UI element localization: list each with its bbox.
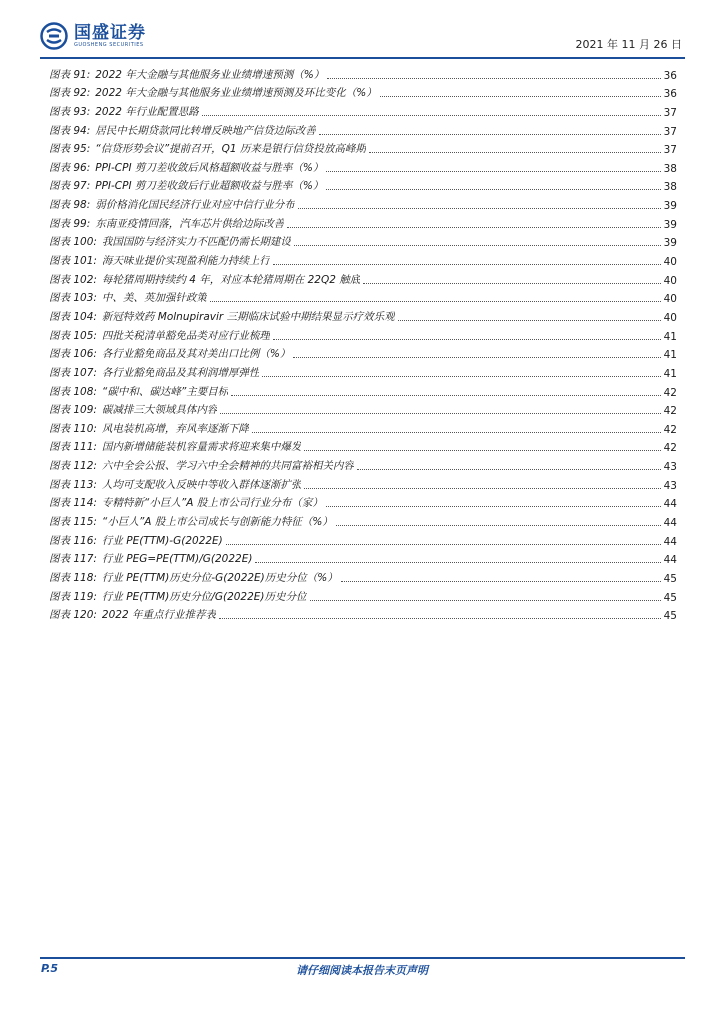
toc-entry[interactable] <box>49 380 677 399</box>
toc-entry-page: 44 <box>663 535 677 548</box>
toc-entry-number: 图表 92: <box>49 87 91 100</box>
toc-entry-number: 图表 93: <box>49 105 91 118</box>
toc-entry-title: 行业 PEG=PE(TTM)/G(2022E) <box>101 553 253 566</box>
toc-entry-number: 图表 103: <box>49 292 97 305</box>
toc-entry-page: 41 <box>663 330 677 343</box>
toc-entry-title: 人均可支配收入反映中等收入群体逐渐扩张 <box>101 478 302 491</box>
table-of-figures <box>49 63 677 622</box>
toc-dot-leader <box>287 227 660 228</box>
footer-divider <box>40 957 685 959</box>
toc-entry-number: 图表 104: <box>49 310 97 323</box>
toc-entry[interactable] <box>49 529 677 548</box>
toc-entry-page: 39 <box>663 237 677 250</box>
toc-entry-title: 中、美、英加强针政策 <box>101 292 207 305</box>
logo-subtext: GUOSHENG SECURITIES <box>74 42 144 48</box>
toc-entry-number: 图表 106: <box>49 348 97 361</box>
toc-entry-title: 我国国防与经济实力不匹配仍需长期建设 <box>101 236 291 249</box>
toc-entry-title: 新冠特效药 Molnupiravir 三期临床试验中期结果显示疗效乐观 <box>101 310 395 323</box>
toc-dot-leader <box>304 488 660 489</box>
toc-entry-title: “信贷形势会议”提前召开，Q1 历来是银行信贷投放高峰期 <box>95 143 366 156</box>
toc-entry[interactable] <box>49 510 677 529</box>
toc-entry-page: 38 <box>663 181 677 194</box>
toc-entry-title: 四批关税清单豁免品类对应行业梳理 <box>101 329 270 342</box>
toc-dot-leader <box>341 581 661 582</box>
report-date: 2021 年 11 月 26 日 <box>575 38 682 51</box>
toc-dot-leader <box>326 171 660 172</box>
toc-entry-title: 东南亚疫情回落，汽车芯片供给边际改善 <box>95 217 285 230</box>
toc-entry[interactable] <box>49 361 677 380</box>
toc-entry-page: 37 <box>663 144 677 157</box>
toc-entry[interactable] <box>49 63 677 82</box>
toc-entry-number: 图表 100: <box>49 236 97 249</box>
toc-entry[interactable] <box>49 399 677 418</box>
toc-entry-title: 专精特新“小巨人”A 股上市公司行业分布（家） <box>101 497 323 510</box>
toc-entry[interactable] <box>49 417 677 436</box>
toc-dot-leader <box>252 432 661 433</box>
toc-entry-number: 图表 95: <box>49 143 91 156</box>
toc-dot-leader <box>219 618 661 619</box>
toc-dot-leader <box>319 134 661 135</box>
toc-entry[interactable] <box>49 231 677 250</box>
toc-entry-page: 44 <box>663 498 677 511</box>
toc-entry-title: 弱价格消化国民经济行业对应中信行业分布 <box>95 199 295 212</box>
toc-entry-page: 45 <box>663 591 677 604</box>
toc-entry-number: 图表 113: <box>49 478 97 491</box>
toc-dot-leader <box>226 544 661 545</box>
toc-dot-leader <box>380 96 661 97</box>
toc-dot-leader <box>326 506 661 507</box>
toc-entry-number: 图表 99: <box>49 217 91 230</box>
toc-entry-page: 37 <box>663 106 677 119</box>
toc-dot-leader <box>210 301 661 302</box>
toc-dot-leader <box>369 152 661 153</box>
toc-entry-title: 每轮猪周期持续约 4 年，对应本轮猪周期在 22Q2 触底 <box>101 273 361 286</box>
toc-entry-page: 36 <box>663 69 677 82</box>
toc-entry-title: 国内新增储能装机容量需求将迎来集中爆发 <box>101 441 302 454</box>
toc-dot-leader <box>273 264 661 265</box>
toc-entry[interactable] <box>49 436 677 455</box>
toc-entry[interactable] <box>49 585 677 604</box>
toc-dot-leader <box>294 245 661 246</box>
toc-entry-page: 44 <box>663 554 677 567</box>
toc-entry-page: 41 <box>663 367 677 380</box>
toc-entry-number: 图表 108: <box>49 385 97 398</box>
toc-dot-leader <box>298 208 661 209</box>
toc-entry-title: 风电装机高增，弃风率逐渐下降 <box>101 422 249 435</box>
toc-entry-number: 图表 102: <box>49 273 97 286</box>
toc-entry-number: 图表 115: <box>49 516 97 529</box>
toc-entry-number: 图表 120: <box>49 609 97 622</box>
toc-dot-leader <box>304 450 660 451</box>
toc-entry[interactable] <box>49 473 677 492</box>
toc-entry-page: 42 <box>663 442 677 455</box>
toc-entry-number: 图表 116: <box>49 534 97 547</box>
toc-entry-number: 图表 101: <box>49 255 97 268</box>
toc-entry-title: 碳减排三大领域具体内容 <box>101 404 218 417</box>
toc-entry-number: 图表 119: <box>49 590 97 603</box>
toc-entry[interactable] <box>49 604 677 623</box>
toc-entry-title: 居民中长期贷款同比转增反映地产信贷边际改善 <box>95 124 316 137</box>
toc-entry-page: 45 <box>663 572 677 585</box>
page-number: P.5 <box>41 962 59 975</box>
toc-dot-leader <box>202 115 661 116</box>
footer-disclaimer: 请仔细阅读本报告末页声明 <box>296 964 428 977</box>
toc-entry-number: 图表 107: <box>49 366 97 379</box>
toc-dot-leader <box>262 376 660 377</box>
toc-entry-title: “碳中和、碳达峰”主要目标 <box>101 385 229 398</box>
page-header <box>40 20 684 60</box>
toc-entry[interactable] <box>49 492 677 511</box>
toc-entry[interactable] <box>49 566 677 585</box>
toc-entry-page: 45 <box>663 610 677 623</box>
toc-entry-number: 图表 96: <box>49 161 91 174</box>
logo-name: 国盛证券 <box>74 23 146 43</box>
toc-dot-leader <box>273 339 661 340</box>
toc-entry-number: 图表 91: <box>49 68 91 81</box>
toc-entry-number: 图表 112: <box>49 460 97 473</box>
header-divider <box>40 57 685 59</box>
toc-entry-page: 36 <box>663 88 677 101</box>
toc-entry-number: 图表 105: <box>49 329 97 342</box>
toc-entry-title: PPI-CPI 剪刀差收敛后行业超额收益与胜率（%） <box>95 180 324 193</box>
toc-dot-leader <box>398 320 661 321</box>
toc-dot-leader <box>357 469 661 470</box>
toc-entry[interactable] <box>49 119 677 138</box>
toc-entry-page: 42 <box>663 386 677 399</box>
toc-dot-leader <box>326 189 660 190</box>
toc-entry[interactable] <box>49 175 677 194</box>
toc-entry-title: PPI-CPI 剪刀差收敛后风格超额收益与胜率（%） <box>95 161 324 174</box>
toc-entry-page: 41 <box>663 349 677 362</box>
toc-entry-title: 行业 PE(TTM)历史分位-G(2022E)历史分位（%） <box>101 571 338 584</box>
toc-dot-leader <box>231 395 660 396</box>
toc-entry-title: 各行业豁免商品及其利润增厚弹性 <box>101 366 260 379</box>
toc-entry-title: 2022 年大金融与其他服务业业绩增速预测（%） <box>95 68 325 81</box>
toc-entry-number: 图表 97: <box>49 180 91 193</box>
toc-entry-page: 43 <box>663 479 677 492</box>
toc-dot-leader <box>336 525 661 526</box>
toc-entry-title: 行业 PE(TTM)-G(2022E) <box>101 534 223 547</box>
toc-entry-page: 37 <box>663 125 677 138</box>
toc-entry[interactable] <box>49 212 677 231</box>
toc-entry-page: 43 <box>663 461 677 474</box>
toc-entry[interactable] <box>49 193 677 212</box>
toc-entry-number: 图表 117: <box>49 553 97 566</box>
toc-entry-number: 图表 94: <box>49 124 91 137</box>
toc-dot-leader <box>327 78 660 79</box>
toc-entry-page: 40 <box>663 293 677 306</box>
toc-entry-title: 2022 年行业配置思路 <box>95 105 199 118</box>
guosheng-logo-icon <box>40 22 68 50</box>
toc-entry-title: “小巨人”A 股上市公司成长与创新能力特征（%） <box>101 516 333 529</box>
toc-dot-leader <box>363 283 660 284</box>
toc-entry[interactable] <box>49 454 677 473</box>
toc-entry-page: 42 <box>663 405 677 418</box>
toc-dot-leader <box>220 413 660 414</box>
toc-entry-title: 各行业豁免商品及其对美出口比例（%） <box>101 348 291 361</box>
toc-entry-page: 40 <box>663 311 677 324</box>
toc-entry[interactable] <box>49 287 677 306</box>
toc-entry[interactable] <box>49 249 677 268</box>
toc-entry-number: 图表 109: <box>49 404 97 417</box>
toc-entry-title: 行业 PE(TTM)历史分位/G(2022E)历史分位 <box>101 590 307 603</box>
toc-entry-page: 42 <box>663 423 677 436</box>
toc-entry[interactable] <box>49 100 677 119</box>
toc-entry-page: 39 <box>663 218 677 231</box>
toc-dot-leader <box>255 562 660 563</box>
toc-entry-number: 图表 114: <box>49 497 97 510</box>
toc-entry[interactable] <box>49 548 677 567</box>
toc-entry-page: 39 <box>663 200 677 213</box>
toc-dot-leader <box>310 600 661 601</box>
toc-entry-title: 海天味业提价实现盈利能力持续上行 <box>101 255 270 268</box>
toc-entry[interactable] <box>49 324 677 343</box>
toc-entry-title: 2022 年大金融与其他服务业业绩增速预测及环比变化（%） <box>95 87 377 100</box>
toc-entry-page: 40 <box>663 256 677 269</box>
toc-entry[interactable] <box>49 268 677 287</box>
toc-entry-title: 六中全会公报、学习六中全会精神的共同富裕相关内容 <box>101 460 354 473</box>
toc-entry-number: 图表 110: <box>49 422 97 435</box>
toc-entry-number: 图表 118: <box>49 571 97 584</box>
toc-dot-leader <box>293 357 660 358</box>
toc-entry[interactable] <box>49 305 677 324</box>
toc-entry-number: 图表 111: <box>49 441 97 454</box>
toc-entry[interactable] <box>49 138 677 157</box>
company-logo <box>40 22 146 50</box>
toc-entry-page: 38 <box>663 162 677 175</box>
toc-entry-page: 44 <box>663 517 677 530</box>
toc-entry[interactable] <box>49 156 677 175</box>
toc-entry-number: 图表 98: <box>49 199 91 212</box>
toc-entry-page: 40 <box>663 274 677 287</box>
toc-entry[interactable] <box>49 82 677 101</box>
toc-entry-title: 2022 年重点行业推荐表 <box>101 609 216 622</box>
toc-entry[interactable] <box>49 343 677 362</box>
